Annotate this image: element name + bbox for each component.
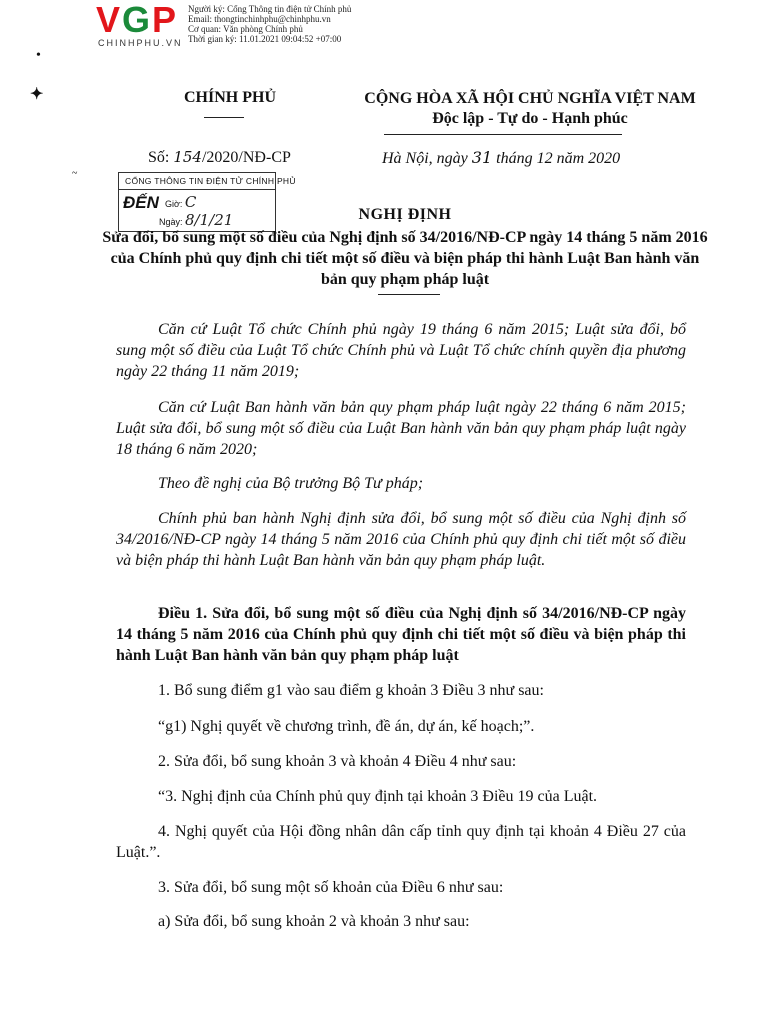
signer-line: Người ký: Cổng Thông tin điện tử Chính phủ: [188, 4, 352, 14]
email-line: Email: thongtinchinhphu@chinhphu.vn: [188, 14, 331, 24]
issuer-underline: [204, 117, 244, 118]
scan-dot-mark: •: [36, 48, 41, 63]
article-item: “3. Nghị định của Chính phủ quy định tại khoản 3 Điều 19 của Luật.: [158, 788, 598, 805]
article-item: a) Sửa đổi, bổ sung khoản 2 và khoản 3 như sau:: [158, 913, 470, 930]
vgp-logo-mark: VGP: [96, 0, 179, 40]
digital-signature-info: [188, 4, 351, 44]
article-item: 2. Sửa đổi, bổ sung khoản 3 và khoản 4 Điều 4 như sau:: [158, 753, 517, 770]
article-heading: Điều 1. Sửa đổi, bổ sung một số điều của Nghị định số 34/2016/NĐ-CP ngày 14 tháng 5 năm 2016 của Chính phủ quy định chi tiết một số điều và biện pháp thi hành Luật Ban hành văn bản quy phạm pháp luật: [116, 605, 686, 664]
handwritten-number: 154: [173, 148, 202, 166]
place-date: Hà Nội, ngày 31 tháng 12 năm 2020: [382, 148, 621, 167]
preamble-paragraph: Căn cứ Luật Ban hành văn bản quy phạm pháp luật ngày 22 tháng 6 năm 2015; Luật sửa đổi, bổ sung một số điều của Luật Ban hành văn bản quy phạm pháp luật ngày 18 tháng 6 năm 2020;: [116, 399, 686, 458]
document-title: NGHỊ ĐỊNH: [358, 206, 452, 223]
preamble-paragraph: Chính phủ ban hành Nghị định sửa đổi, bổ sung một số điều của Nghị định số 34/2016/NĐ-CP ngày 14 tháng 5 năm 2016 của Chính phủ quy định chi tiết một số điều và biện pháp thi hành Luật Ban hành văn bản quy phạm pháp luật.: [116, 510, 686, 569]
stamp-title: CỔNG THÔNG TIN ĐIỆN TỬ CHÍNH PHỦ: [125, 176, 296, 186]
handwritten-day: 31: [471, 148, 493, 167]
national-motto: Độc lập - Tự do - Hạnh phúc: [432, 110, 628, 127]
article-item: “g1) Nghị quyết về chương trình, đề án, dự án, kế hoạch;”.: [158, 718, 535, 735]
preamble-paragraph: Căn cứ Luật Tổ chức Chính phủ ngày 19 tháng 6 năm 2015; Luật sửa đổi, bổ sung một số điều của Luật Tổ chức Chính phủ và Luật Tổ chức chính quyền địa phương ngày 22 tháng 11 năm 2019;: [116, 321, 686, 380]
issuer-name: CHÍNH PHỦ: [184, 89, 276, 106]
scan-small-mark: ~: [72, 168, 78, 179]
agency-line: Cơ quan: Văn phòng Chính phủ: [188, 24, 303, 34]
preamble-paragraph: Theo đề nghị của Bộ trưởng Bộ Tư pháp;: [158, 475, 424, 492]
stamp-date: Ngày: 8/1/21: [159, 211, 234, 229]
vgp-logo-subtitle: CHINHPHU.VN: [98, 38, 183, 48]
scan-pen-mark: ✦: [30, 86, 44, 103]
sign-time-line: Thời gian ký: 11.01.2021 09:04:52 +07:00: [188, 34, 342, 44]
vgp-logo: [96, 2, 188, 48]
title-underline: [378, 294, 440, 295]
nation-name: CỘNG HÒA XÃ HỘI CHỦ NGHĨA VIỆT NAM: [364, 90, 696, 107]
article-item: 4. Nghị quyết của Hội đồng nhân dân cấp tỉnh quy định tại khoản 4 Điều 27 của Luật.”.: [116, 823, 686, 861]
motto-underline: [384, 134, 622, 135]
document-subtitle: Sửa đổi, bổ sung một số điều của Nghị định số 34/2016/NĐ-CP ngày 14 tháng 5 năm 2016 của Chính phủ quy định chi tiết một số điều và biện pháp thi hành Luật Ban hành văn bản quy phạm pháp luật: [102, 229, 708, 288]
document-number: Số: 154/2020/NĐ-CP: [148, 148, 291, 166]
stamp-den: ĐẾN: [123, 193, 159, 212]
stamp-divider: [119, 189, 275, 190]
article-item: 1. Bổ sung điểm g1 vào sau điểm g khoản 3 Điều 3 như sau:: [158, 682, 544, 699]
stamp-time: Giờ: C: [165, 193, 197, 211]
article-item: 3. Sửa đổi, bổ sung một số khoản của Điều 6 như sau:: [158, 879, 504, 896]
